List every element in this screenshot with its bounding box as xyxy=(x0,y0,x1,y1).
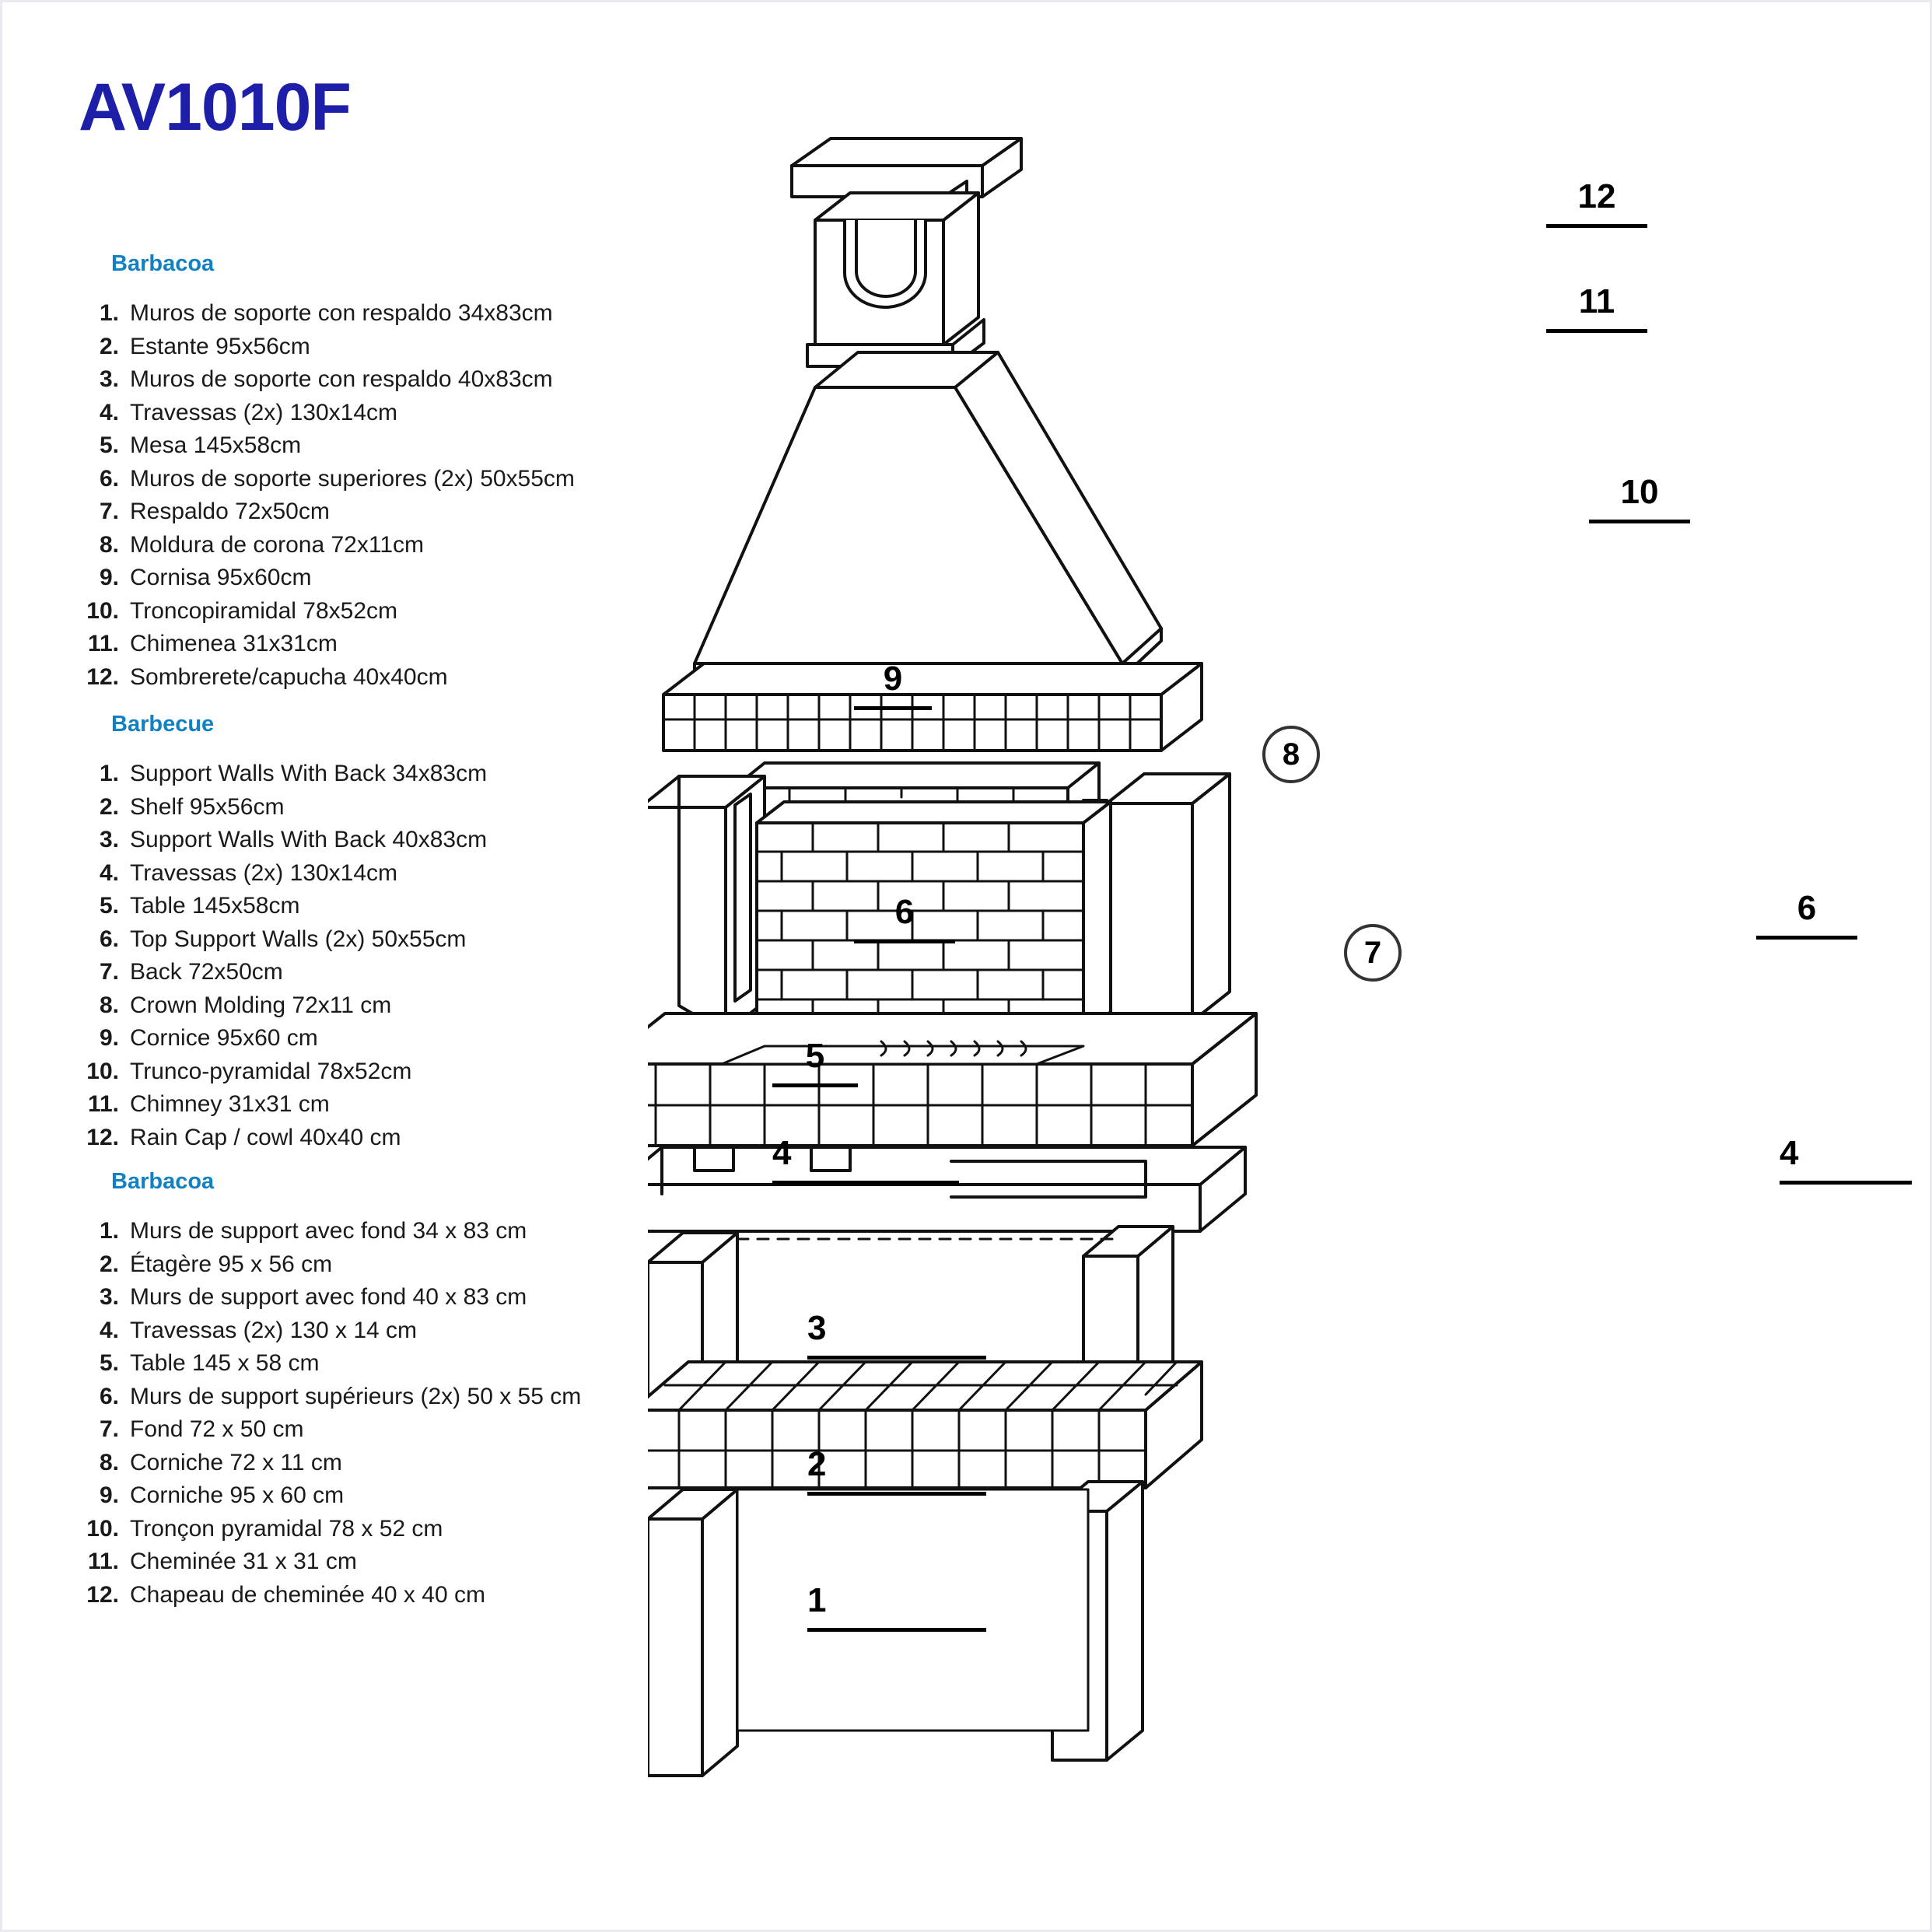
callout-bubble-7: 7 xyxy=(1344,924,1402,982)
callout-3: 3 xyxy=(807,1309,986,1360)
list-item xyxy=(79,1447,581,1480)
list-item xyxy=(79,1055,487,1089)
item-text: Cornice 95x60 cm xyxy=(130,1025,318,1051)
item-number: 4. xyxy=(99,1317,119,1343)
item-text: Rain Cap / cowl 40x40 cm xyxy=(130,1124,401,1150)
item-text: Support Walls With Back 34x83cm xyxy=(130,761,488,786)
list-item xyxy=(79,529,575,562)
item-text: Back 72x50cm xyxy=(130,959,283,985)
item-number: 5. xyxy=(99,432,119,458)
item-number: 1. xyxy=(99,1218,119,1244)
part-chimney xyxy=(807,193,984,366)
callout-1-leader xyxy=(807,1628,986,1632)
parts-list-french xyxy=(79,1169,581,1612)
callout-6-right-leader xyxy=(1756,936,1857,940)
item-number: 2. xyxy=(99,333,119,359)
list-item xyxy=(79,758,487,791)
list-item xyxy=(79,1413,581,1447)
item-number: 3. xyxy=(99,827,119,852)
callout-bubble-8: 8 xyxy=(1262,726,1320,783)
list-item xyxy=(79,1347,581,1381)
list-item xyxy=(79,1281,581,1314)
list-item xyxy=(79,397,575,430)
item-text: Shelf 95x56cm xyxy=(130,793,285,820)
callout-1: 1 xyxy=(807,1581,986,1632)
item-text: Respaldo 72x50cm xyxy=(130,499,330,524)
item-text: Mesa 145x58cm xyxy=(130,432,302,458)
item-text: Table 145x58cm xyxy=(130,893,300,919)
list-item xyxy=(79,1088,487,1122)
item-text: Travessas (2x) 130x14cm xyxy=(130,859,398,886)
item-number: 5. xyxy=(99,893,119,919)
item-number: 12. xyxy=(86,1124,119,1150)
item-text: Table 145 x 58 cm xyxy=(130,1350,320,1376)
part-table-top xyxy=(648,1013,1256,1146)
list-item xyxy=(79,1122,487,1155)
item-number: 8. xyxy=(99,1449,119,1475)
item-text: Étagère 95 x 56 cm xyxy=(130,1251,333,1277)
parts-list-english-heading: Barbecue xyxy=(111,712,215,737)
item-number: 6. xyxy=(99,926,119,952)
parts-list-spanish xyxy=(79,251,575,694)
list-item xyxy=(79,824,487,857)
item-number: 1. xyxy=(99,761,119,786)
callout-9: 9 xyxy=(854,660,932,710)
list-item xyxy=(79,1579,581,1612)
callout-10: 10 xyxy=(1589,473,1690,523)
callout-9-leader xyxy=(854,706,932,710)
callout-4-left: 4 xyxy=(772,1134,959,1185)
callout-2: 2 xyxy=(807,1445,986,1496)
item-number: 7. xyxy=(99,959,119,985)
list-item xyxy=(79,1545,581,1579)
list-item xyxy=(79,363,575,397)
item-number: 7. xyxy=(99,1416,119,1442)
callout-5: 5 xyxy=(772,1037,858,1087)
list-item xyxy=(79,1215,581,1248)
list-item xyxy=(79,495,575,529)
item-number: 9. xyxy=(99,1025,119,1051)
callout-10-leader xyxy=(1589,520,1690,523)
list-item xyxy=(79,1314,581,1348)
item-number: 2. xyxy=(99,1251,119,1277)
list-item xyxy=(79,956,487,989)
parts-list-english xyxy=(79,712,487,1154)
item-text: Chapeau de cheminée 40 x 40 cm xyxy=(130,1581,485,1608)
callout-4-left-leader xyxy=(772,1181,959,1185)
item-number: 8. xyxy=(99,531,119,558)
callout-6-right: 6 xyxy=(1756,889,1857,940)
item-text: Murs de support avec fond 40 x 83 cm xyxy=(130,1284,527,1310)
exploded-assembly-drawing xyxy=(648,119,1900,1900)
item-number: 5. xyxy=(99,1350,119,1376)
callout-6-left-leader xyxy=(854,940,955,943)
list-item xyxy=(79,923,487,957)
list-item xyxy=(79,1479,581,1513)
item-text: Fond 72 x 50 cm xyxy=(130,1416,304,1442)
callout-11: 11 xyxy=(1546,282,1647,333)
list-item xyxy=(79,463,575,496)
callout-5-leader xyxy=(772,1083,858,1087)
item-number: 2. xyxy=(99,793,119,820)
item-text: Muros de soporte con respaldo 34x83cm xyxy=(130,300,553,326)
item-text: Tronçon pyramidal 78 x 52 cm xyxy=(130,1515,443,1542)
callout-3-leader xyxy=(807,1356,986,1360)
item-text: Top Support Walls (2x) 50x55cm xyxy=(130,926,467,952)
list-item xyxy=(79,890,487,923)
list-item xyxy=(79,1022,487,1055)
list-item xyxy=(79,297,575,331)
callout-11-leader xyxy=(1546,329,1647,333)
list-item xyxy=(79,628,575,661)
item-number: 3. xyxy=(99,366,119,392)
item-text: Crown Molding 72x11 cm xyxy=(130,992,392,1018)
list-item xyxy=(79,429,575,463)
callout-4-right: 4 xyxy=(1780,1134,1912,1185)
item-text: Murs de support avec fond 34 x 83 cm xyxy=(130,1218,527,1244)
item-text: Cheminée 31 x 31 cm xyxy=(130,1549,357,1574)
item-text: Corniche 72 x 11 cm xyxy=(130,1449,342,1475)
item-text: Murs de support supérieurs (2x) 50 x 55 cm xyxy=(130,1383,582,1409)
list-item xyxy=(79,1513,581,1546)
parts-list-english-items xyxy=(79,758,487,1154)
list-item xyxy=(79,595,575,628)
item-number: 11. xyxy=(87,631,119,656)
callout-6-left: 6 xyxy=(854,893,955,943)
list-item xyxy=(79,857,487,891)
item-text: Sombrerete/capucha 40x40cm xyxy=(130,663,448,690)
item-number: 11. xyxy=(87,1091,119,1117)
list-item xyxy=(79,331,575,364)
item-text: Travessas (2x) 130x14cm xyxy=(130,399,398,425)
callout-12: 12 xyxy=(1546,177,1647,228)
callout-12-leader xyxy=(1546,224,1647,228)
item-text: Corniche 95 x 60 cm xyxy=(130,1482,345,1508)
item-text: Moldura de corona 72x11cm xyxy=(130,531,424,558)
item-number: 4. xyxy=(99,859,119,886)
item-number: 6. xyxy=(99,1383,119,1409)
parts-list-french-items xyxy=(79,1215,581,1612)
parts-list-spanish-items xyxy=(79,297,575,694)
parts-list-spanish-heading: Barbacoa xyxy=(111,251,215,276)
item-number: 9. xyxy=(99,565,119,590)
item-number: 4. xyxy=(99,399,119,425)
item-text: Estante 95x56cm xyxy=(130,333,310,359)
item-number: 12. xyxy=(86,663,119,690)
parts-list-french-heading: Barbacoa xyxy=(111,1169,215,1194)
list-item xyxy=(79,989,487,1023)
item-number: 10. xyxy=(86,597,119,624)
item-number: 7. xyxy=(99,499,119,524)
list-item xyxy=(79,562,575,595)
list-item xyxy=(79,661,575,695)
item-number: 10. xyxy=(86,1058,119,1084)
item-number: 9. xyxy=(99,1482,119,1508)
page-title: AV1010F xyxy=(79,70,351,145)
item-text: Travessas (2x) 130 x 14 cm xyxy=(130,1317,418,1343)
list-item xyxy=(79,1248,581,1282)
item-text: Support Walls With Back 40x83cm xyxy=(130,827,488,852)
list-item xyxy=(79,1381,581,1414)
item-number: 6. xyxy=(99,465,119,492)
item-number: 3. xyxy=(99,1284,119,1310)
item-number: 12. xyxy=(86,1581,119,1608)
item-number: 11. xyxy=(87,1549,119,1574)
part-cornice xyxy=(663,663,1202,751)
item-text: Muros de soporte con respaldo 40x83cm xyxy=(130,366,553,392)
item-text: Chimney 31x31 cm xyxy=(130,1091,330,1117)
item-text: Troncopiramidal 78x52cm xyxy=(130,597,398,624)
item-number: 1. xyxy=(99,300,119,326)
part-top-support-wall-left xyxy=(648,776,765,1033)
item-text: Trunco-pyramidal 78x52cm xyxy=(130,1058,412,1084)
list-item xyxy=(79,791,487,824)
item-number: 8. xyxy=(99,992,119,1018)
item-text: Cornisa 95x60cm xyxy=(130,565,312,590)
item-text: Muros de soporte superiores (2x) 50x55cm xyxy=(130,465,575,492)
part-trunco-pyramidal xyxy=(695,352,1161,676)
item-text: Chimenea 31x31cm xyxy=(130,631,338,656)
callout-4-right-leader xyxy=(1780,1181,1912,1185)
callout-2-leader xyxy=(807,1492,986,1496)
item-number: 10. xyxy=(86,1515,119,1542)
